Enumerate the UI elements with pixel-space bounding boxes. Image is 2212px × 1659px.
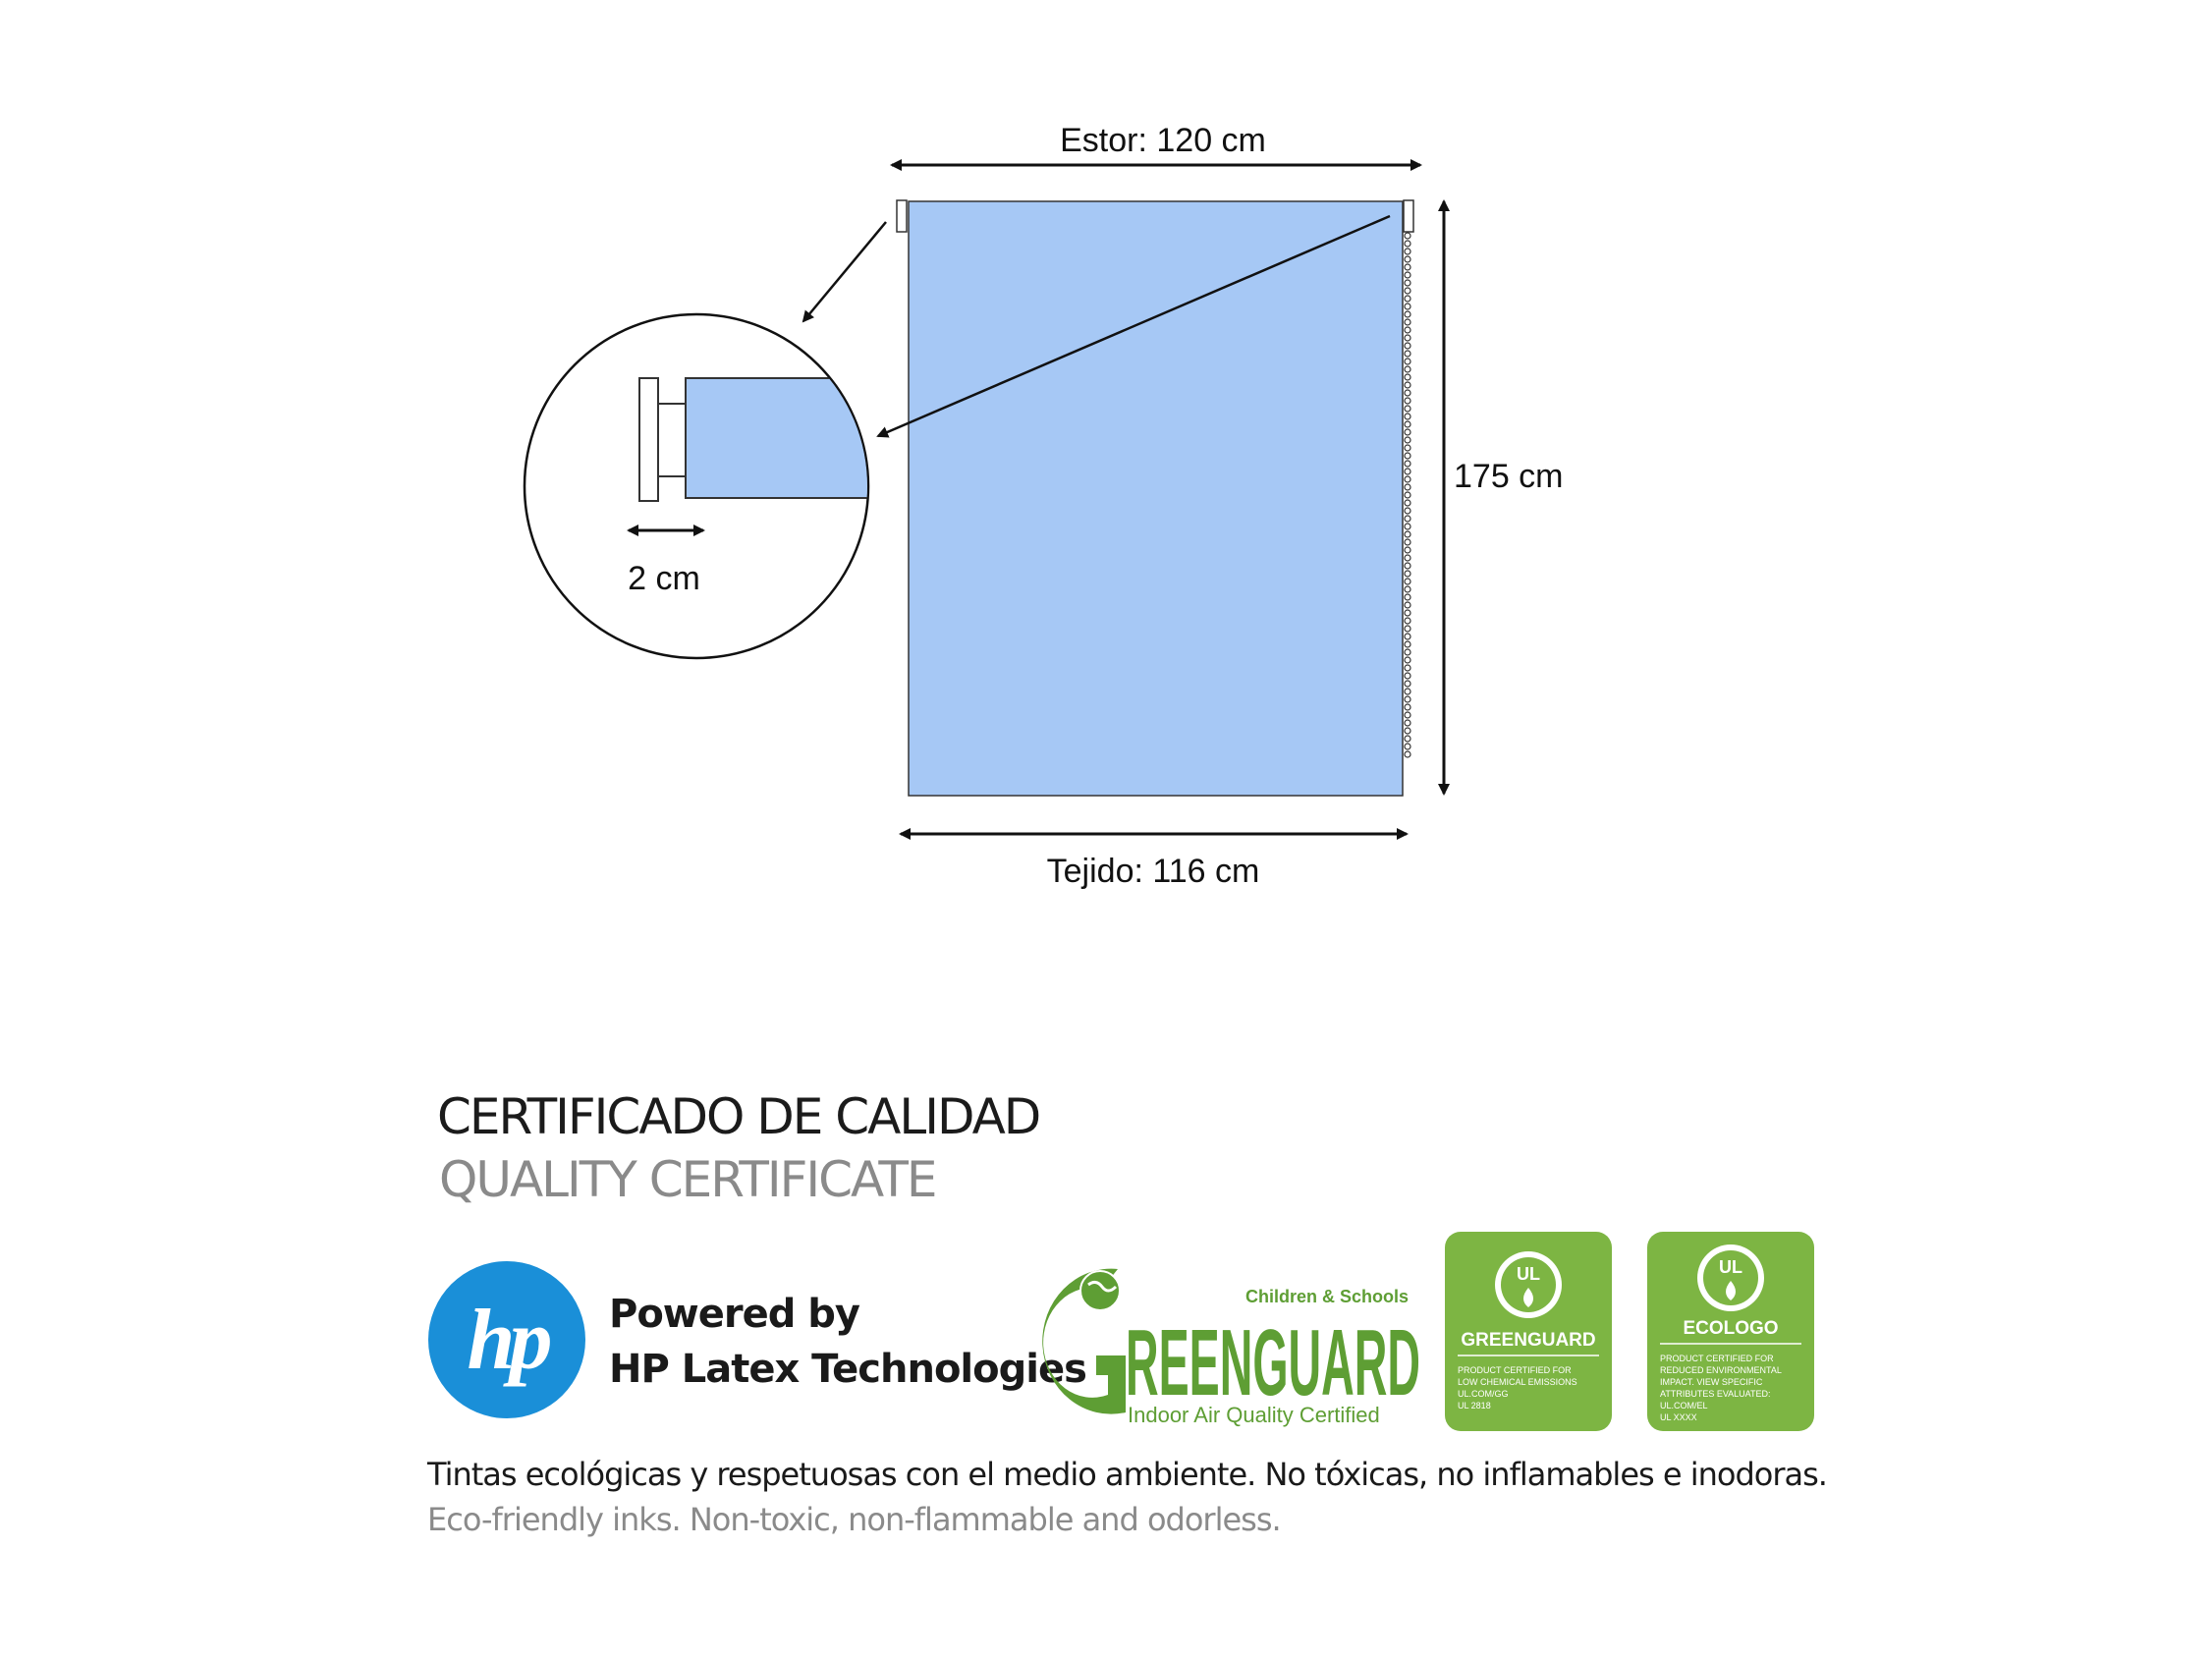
chain-bead [1405, 634, 1410, 639]
chain-bead [1405, 374, 1410, 380]
hp-line2: HP Latex Technologies [609, 1347, 1086, 1392]
certificate-subheading: QUALITY CERTIFICATE [439, 1151, 936, 1208]
chain-bead [1405, 359, 1410, 364]
chain-bead [1405, 414, 1410, 419]
chain-bead [1405, 610, 1410, 616]
chain-bead [1405, 280, 1410, 286]
chain-bead [1405, 696, 1410, 702]
bead-chain [1405, 233, 1410, 757]
chain-bead [1405, 241, 1410, 247]
ul-badge-line: PRODUCT CERTIFIED FOR [1660, 1354, 1774, 1363]
chain-bead [1405, 555, 1410, 561]
width-estor-label: Estor: 120 cm [1060, 122, 1266, 159]
ul-greenguard-badge [1444, 1231, 1613, 1432]
chain-bead [1405, 649, 1410, 655]
chain-bead [1405, 720, 1410, 726]
chain-bead [1405, 398, 1410, 404]
greenguard-top-text: Children & Schools [1245, 1287, 1410, 1306]
chain-bead [1405, 744, 1410, 749]
chain-bead [1405, 586, 1410, 592]
chain-bead [1405, 657, 1410, 663]
chain-bead [1405, 500, 1410, 506]
chain-bead [1405, 531, 1410, 537]
chain-bead [1405, 429, 1410, 435]
chain-bead [1405, 382, 1410, 388]
chain-bead [1405, 343, 1410, 349]
chain-bead [1405, 594, 1410, 600]
chain-bead [1405, 390, 1410, 396]
ul-badge-line: IMPACT. VIEW SPECIFIC [1660, 1377, 1763, 1387]
chain-bead [1405, 406, 1410, 412]
left-bracket [897, 200, 907, 232]
callout-arrow-bracket [803, 222, 886, 321]
chain-bead [1405, 547, 1410, 553]
chain-bead [1405, 704, 1410, 710]
ul-mark-2: UL [1719, 1257, 1742, 1277]
hp-powered-text [609, 1287, 1086, 1397]
ul-greenguard-title: GREENGUARD [1461, 1330, 1596, 1351]
chain-bead [1405, 618, 1410, 624]
ul-badge-line: UL.COM/EL [1660, 1401, 1708, 1410]
ul-badge-line: LOW CHEMICAL EMISSIONS [1458, 1377, 1577, 1387]
chain-bead [1405, 421, 1410, 427]
ul-badge-line: PRODUCT CERTIFIED FOR [1458, 1365, 1572, 1375]
chain-bead [1405, 665, 1410, 671]
greenguard-logo [1039, 1247, 1432, 1434]
chain-bead [1405, 469, 1410, 474]
hp-logo-text: hp [467, 1293, 547, 1388]
right-bracket [1404, 200, 1413, 232]
chain-bead [1405, 516, 1410, 522]
ul-badge-line: UL 2818 [1458, 1401, 1491, 1410]
chain-bead [1405, 626, 1410, 632]
chain-bead [1405, 296, 1410, 302]
width-fabric-label: Tejido: 116 cm [1046, 853, 1260, 890]
footer-text-es: Tintas ecológicas y respetuosas con el medio ambiente. No tóxicas, no inflamables e inodoras. [427, 1456, 1827, 1493]
chain-bead [1405, 571, 1410, 577]
ul-ecologo-title: ECOLOGO [1683, 1318, 1779, 1339]
chain-bead [1405, 579, 1410, 584]
chain-bead [1405, 327, 1410, 333]
blind-fabric [909, 201, 1403, 796]
chain-bead [1405, 736, 1410, 742]
chain-bead [1405, 437, 1410, 443]
chain-bead [1405, 728, 1410, 734]
globe-icon [1080, 1271, 1120, 1310]
chain-bead [1405, 673, 1410, 679]
chain-bead [1405, 335, 1410, 341]
chain-bead [1405, 602, 1410, 608]
chain-bead [1405, 484, 1410, 490]
chain-bead [1405, 681, 1410, 687]
height-label: 175 cm [1454, 458, 1564, 495]
chain-bead [1405, 492, 1410, 498]
chain-bead [1405, 288, 1410, 294]
chain-bead [1405, 476, 1410, 482]
hp-line1: Powered by [609, 1292, 859, 1337]
bracket-gap-label: 2 cm [628, 560, 700, 597]
detail-bracket-plate [639, 378, 658, 501]
chain-bead [1405, 461, 1410, 467]
greenguard-main-text: REENGUARD [1126, 1310, 1420, 1415]
chain-bead [1405, 249, 1410, 254]
chain-bead [1405, 539, 1410, 545]
hp-logo [427, 1260, 586, 1419]
ul-mark-1: UL [1517, 1264, 1540, 1284]
chain-bead [1405, 311, 1410, 317]
chain-bead [1405, 453, 1410, 459]
chain-bead [1405, 233, 1410, 239]
chain-bead [1405, 524, 1410, 529]
chain-bead [1405, 508, 1410, 514]
chain-bead [1405, 712, 1410, 718]
chain-bead [1405, 256, 1410, 262]
chain-bead [1405, 272, 1410, 278]
chain-bead [1405, 563, 1410, 569]
chain-bead [1405, 319, 1410, 325]
ul-badge-line: REDUCED ENVIRONMENTAL [1660, 1365, 1782, 1375]
chain-bead [1405, 689, 1410, 694]
ul-badge-line: UL.COM/GG [1458, 1389, 1509, 1399]
greenguard-bottom-text: Indoor Air Quality Certified [1128, 1403, 1380, 1427]
chain-bead [1405, 366, 1410, 372]
ul-badge-line: UL XXXX [1660, 1412, 1697, 1422]
chain-bead [1405, 751, 1410, 757]
certificate-heading: CERTIFICADO DE CALIDAD [437, 1088, 1040, 1145]
chain-bead [1405, 304, 1410, 309]
ul-badge-line: ATTRIBUTES EVALUATED: [1660, 1389, 1771, 1399]
chain-bead [1405, 351, 1410, 357]
footer-text-en: Eco-friendly inks. Non-toxic, non-flammable and odorless. [427, 1501, 1281, 1538]
detail-fabric [686, 378, 882, 498]
detail-bracket-arm [658, 404, 686, 476]
chain-bead [1405, 445, 1410, 451]
chain-bead [1405, 264, 1410, 270]
chain-bead [1405, 641, 1410, 647]
ul-ecologo-badge [1646, 1231, 1815, 1432]
